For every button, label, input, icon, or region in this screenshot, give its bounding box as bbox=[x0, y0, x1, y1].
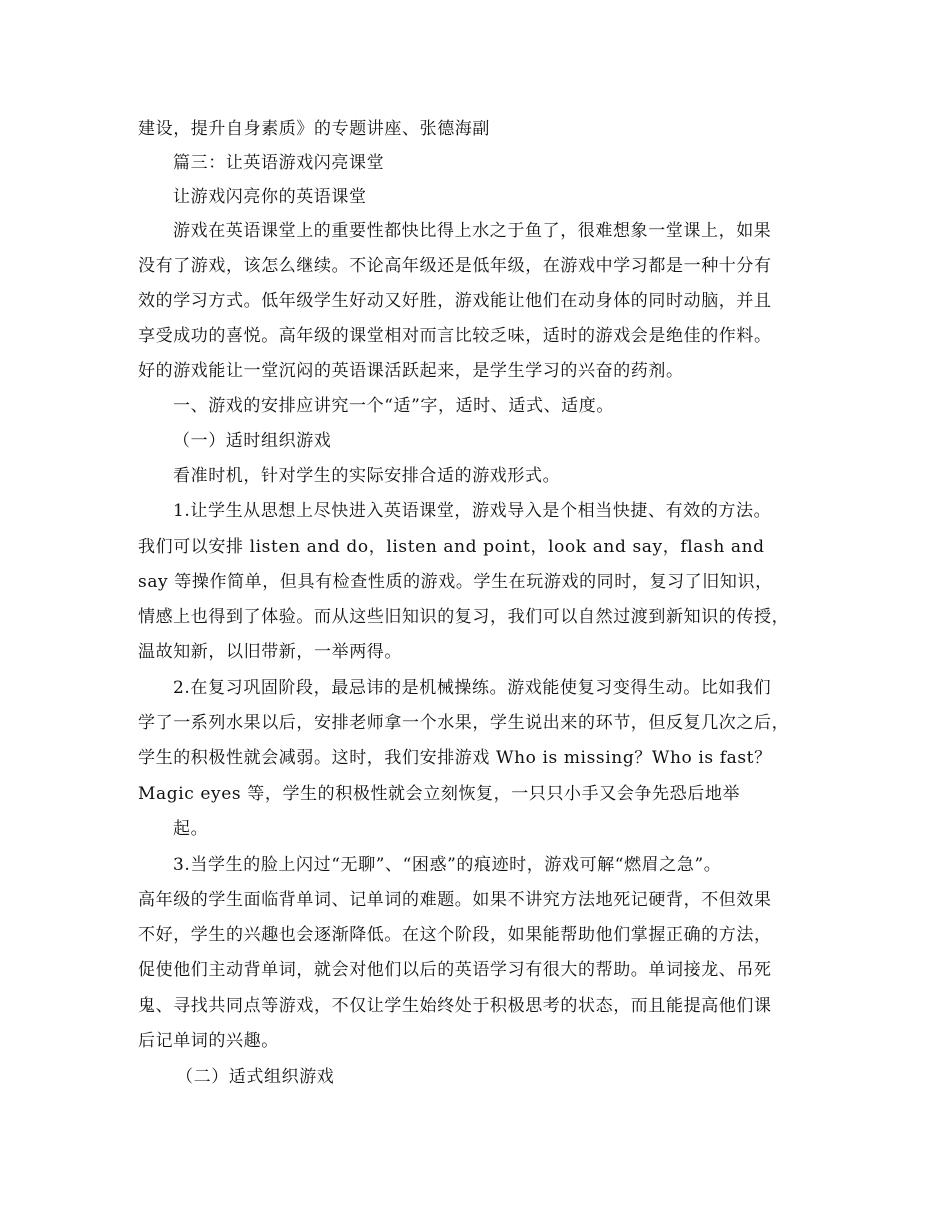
paragraph-line: Magic eyes 等，学生的积极性就会立刻恢复，一只只小手又会争先恐后地举 bbox=[138, 784, 741, 804]
paragraph-line: 1.让学生从思想上尽快进入英语课堂，游戏导入是个相当快捷、有效的方法。 bbox=[173, 501, 772, 521]
paragraph-line: 促使他们主动背单词，就会对他们以后的英语学习有很大的帮助。单词接龙、吊死 bbox=[138, 960, 772, 980]
paragraph-line: 我们可以安排 listen and do，listen and point，look and say，flash and bbox=[138, 537, 765, 557]
paragraph-line: 学生的积极性就会减弱。这时，我们安排游戏 Who is missing？Who is fast？ bbox=[138, 748, 772, 768]
paragraph-line: 起。 bbox=[173, 819, 209, 839]
paragraph-line: 没有了游戏，该怎么继续。不论高年级还是低年级，在游戏中学习都是一种十分有 bbox=[138, 256, 772, 276]
paragraph-line: 2.在复习巩固阶段，最忌讳的是机械操练。游戏能使复习变得生动。比如我们 bbox=[173, 678, 772, 698]
subsection-heading: （一）适时组织游戏 bbox=[173, 431, 332, 451]
article-title: 让游戏闪亮你的英语课堂 bbox=[173, 187, 367, 207]
paragraph-line: 3.当学生的脸上闪过“无聊”、“困惑”的痕迹时，游戏可解“燃眉之急”。 bbox=[173, 855, 722, 875]
paragraph-line: 后记单词的兴趣。 bbox=[138, 1031, 279, 1051]
subsection-heading: （二）适式组织游戏 bbox=[176, 1067, 335, 1087]
paragraph-line: 学了一系列水果以后，安排老师拿一个水果，学生说出来的环节，但反复几次之后， bbox=[138, 713, 790, 733]
paragraph-line: 情感上也得到了体验。而从这些旧知识的复习，我们可以自然过渡到新知识的传授， bbox=[138, 607, 790, 627]
paragraph-line: 鬼、寻找共同点等游戏，不仅让学生始终处于积极思考的状态，而且能提高他们课 bbox=[138, 996, 772, 1016]
section-heading: 篇三：让英语游戏闪亮课堂 bbox=[173, 153, 385, 173]
paragraph-line: 高年级的学生面临背单词、记单词的难题。如果不讲究方法地死记硬背，不但效果 bbox=[138, 890, 772, 910]
paragraph-line: 享受成功的喜悦。高年级的课堂相对而言比较乏味，适时的游戏会是绝佳的作料。 bbox=[138, 326, 772, 346]
paragraph-line: say 等操作简单，但具有检查性质的游戏。学生在玩游戏的同时，复习了旧知识， bbox=[138, 572, 773, 592]
paragraph-line: 不好，学生的兴趣也会逐渐降低。在这个阶段，如果能帮助他们掌握正确的方法， bbox=[138, 925, 772, 945]
paragraph-line: 好的游戏能让一堂沉闷的英语课活跃起来，是学生学习的兴奋的药剂。 bbox=[138, 361, 684, 381]
paragraph-line: 效的学习方式。低年级学生好动又好胜，游戏能让他们在动身体的同时动脑，并且 bbox=[138, 291, 772, 311]
paragraph-line: 温故知新，以旧带新，一举两得。 bbox=[138, 642, 402, 662]
subsection-heading: 一、游戏的安排应讲究一个“适”字，适时、适式、适度。 bbox=[173, 396, 614, 416]
paragraph-line: 游戏在英语课堂上的重要性都快比得上水之于鱼了，很难想象一堂课上，如果 bbox=[173, 221, 772, 241]
text-line: 建设，提升自身素质》的专题讲座、张德海副 bbox=[138, 119, 490, 139]
paragraph-line: 看准时机，针对学生的实际安排合适的游戏形式。 bbox=[173, 466, 561, 486]
